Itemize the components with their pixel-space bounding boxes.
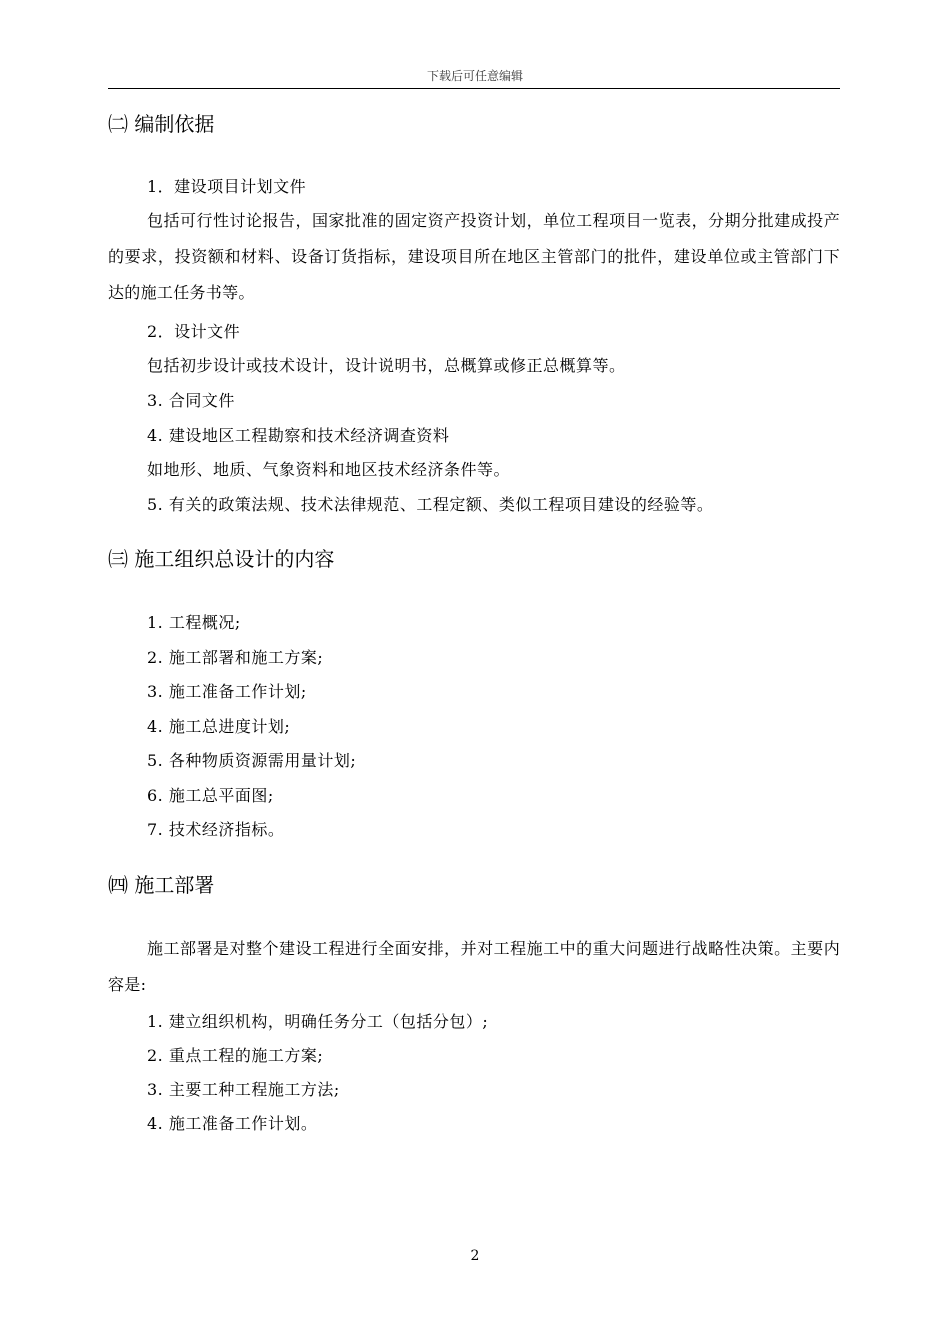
section-heading-contents: ㈢ 施工组织总设计的内容 — [108, 547, 335, 571]
header-divider — [108, 88, 840, 89]
basis-item-1: 1．建设项目计划文件 — [147, 177, 307, 196]
section-heading-basis: ㈡ 编制依据 — [108, 112, 215, 136]
deployment-item-1: 1. 建立组织机构，明确任务分工（包括分包）; — [147, 1012, 489, 1031]
basis-item-5: 5. 有关的政策法规、技术法律规范、工程定额、类似工程项目建设的经验等。 — [147, 495, 714, 514]
basis-item-2-text: 包括初步设计或技术设计，设计说明书，总概算或修正总概算等。 — [147, 356, 626, 375]
deployment-item-3: 3. 主要工种工程施工方法; — [147, 1080, 340, 1099]
contents-item-3: 3. 施工准备工作计划; — [147, 682, 307, 701]
contents-item-5: 5. 各种物质资源需用量计划; — [147, 751, 357, 770]
contents-item-7: 7. 技术经济指标。 — [147, 820, 285, 839]
basis-item-2: 2．设计文件 — [147, 322, 241, 341]
deployment-item-4: 4. 施工准备工作计划。 — [147, 1114, 318, 1133]
contents-item-6: 6. 施工总平面图; — [147, 786, 274, 805]
contents-item-2: 2. 施工部署和施工方案; — [147, 648, 324, 667]
deployment-intro: 施工部署是对整个建设工程进行全面安排，并对工程施工中的重大问题进行战略性决策。主要内容是: — [108, 939, 840, 994]
basis-item-4-text: 如地形、地质、气象资料和地区技术经济条件等。 — [147, 460, 511, 479]
page-number: 2 — [470, 1248, 480, 1264]
deployment-item-2: 2. 重点工程的施工方案; — [147, 1046, 324, 1065]
basis-item-3: 3. 合同文件 — [147, 391, 235, 410]
section-heading-deployment: ㈣ 施工部署 — [108, 873, 215, 897]
basis-item-1-text: 包括可行性讨论报告，国家批准的固定资产投资计划，单位工程项目一览表，分期分批建成投产的要求，投资额和材料、设备订货指标，建设项目所在地区主管部门的批件，建设单位或主管部门下达的施工任务书等。 — [108, 211, 840, 302]
basis-item-4: 4. 建设地区工程勘察和技术经济调查资料 — [147, 426, 450, 445]
contents-item-1: 1. 工程概况; — [147, 613, 241, 632]
contents-item-4: 4. 施工总进度计划; — [147, 717, 291, 736]
page-header: 下载后可任意编辑 — [426, 69, 523, 83]
